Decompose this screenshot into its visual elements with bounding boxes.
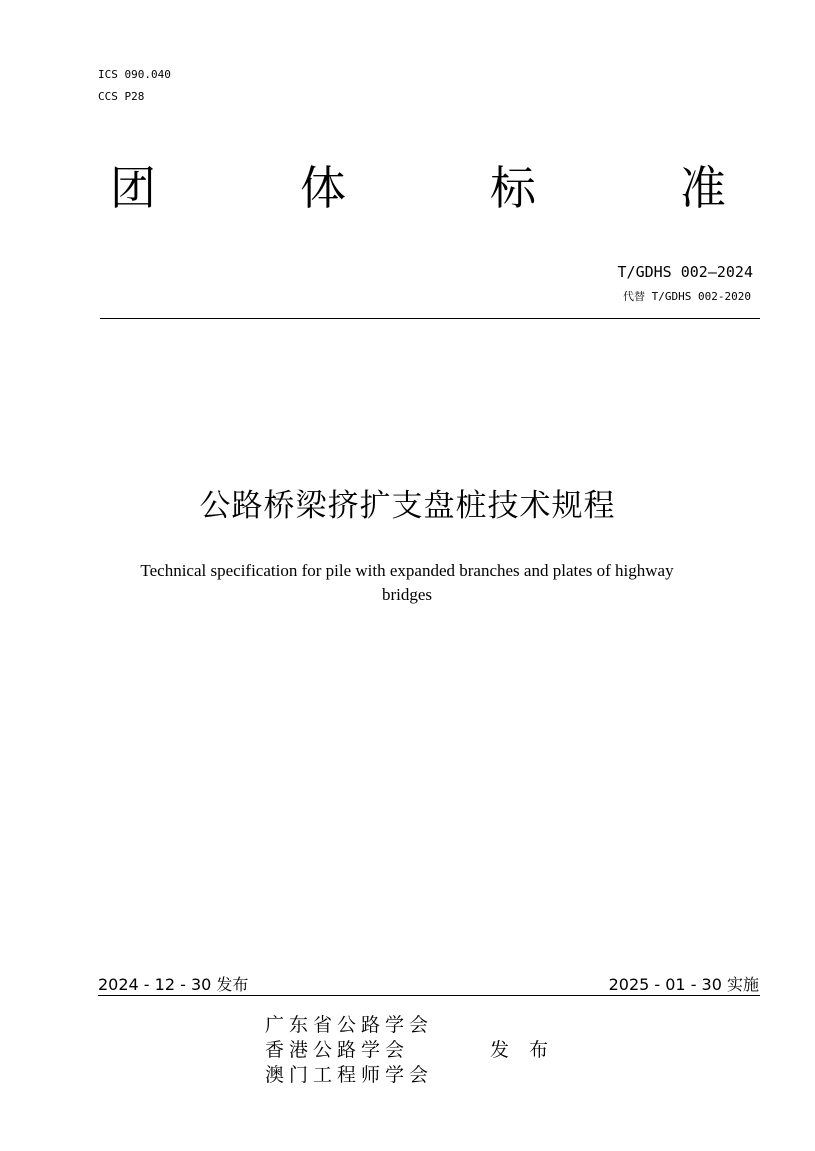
document-title-english bbox=[100, 559, 714, 607]
publisher-row bbox=[265, 1013, 433, 1038]
publisher-block bbox=[265, 1013, 569, 1088]
publish-label: 发布 bbox=[490, 1039, 569, 1061]
standard-type-char: 准 bbox=[680, 161, 726, 215]
implementation-date: 2025 - 01 - 30 实施 bbox=[608, 975, 759, 994]
ics-code: ICS 090.040 bbox=[98, 68, 171, 81]
english-title-line: Technical specification for pile with expanded branches and plates of highway bbox=[140, 561, 674, 580]
replaced-standard: 代替 T/GDHS 002-2020 bbox=[623, 290, 751, 303]
publisher-name: 香港公路学会 bbox=[265, 1039, 410, 1061]
english-title-line: bridges bbox=[381, 585, 433, 604]
ccs-code: CCS P28 bbox=[98, 90, 145, 103]
standard-type-char: 体 bbox=[300, 161, 346, 215]
standard-type-heading bbox=[110, 160, 734, 220]
publisher-row bbox=[265, 1063, 433, 1088]
publisher-name: 澳门工程师学会 bbox=[265, 1064, 434, 1086]
publisher-row bbox=[265, 1038, 569, 1063]
standard-number: T/GDHS 002—2024 bbox=[617, 263, 753, 281]
issue-date: 2024 - 12 - 30 发布 bbox=[98, 975, 249, 994]
document-title-chinese: 公路桥梁挤扩支盘桩技术规程 bbox=[199, 488, 616, 524]
header-divider bbox=[100, 318, 760, 319]
publisher-name: 广东省公路学会 bbox=[265, 1014, 434, 1036]
classification-codes bbox=[98, 64, 171, 108]
standard-type-char: 标 bbox=[490, 161, 536, 215]
footer-divider bbox=[98, 995, 760, 996]
standard-type-char: 团 bbox=[110, 161, 156, 215]
